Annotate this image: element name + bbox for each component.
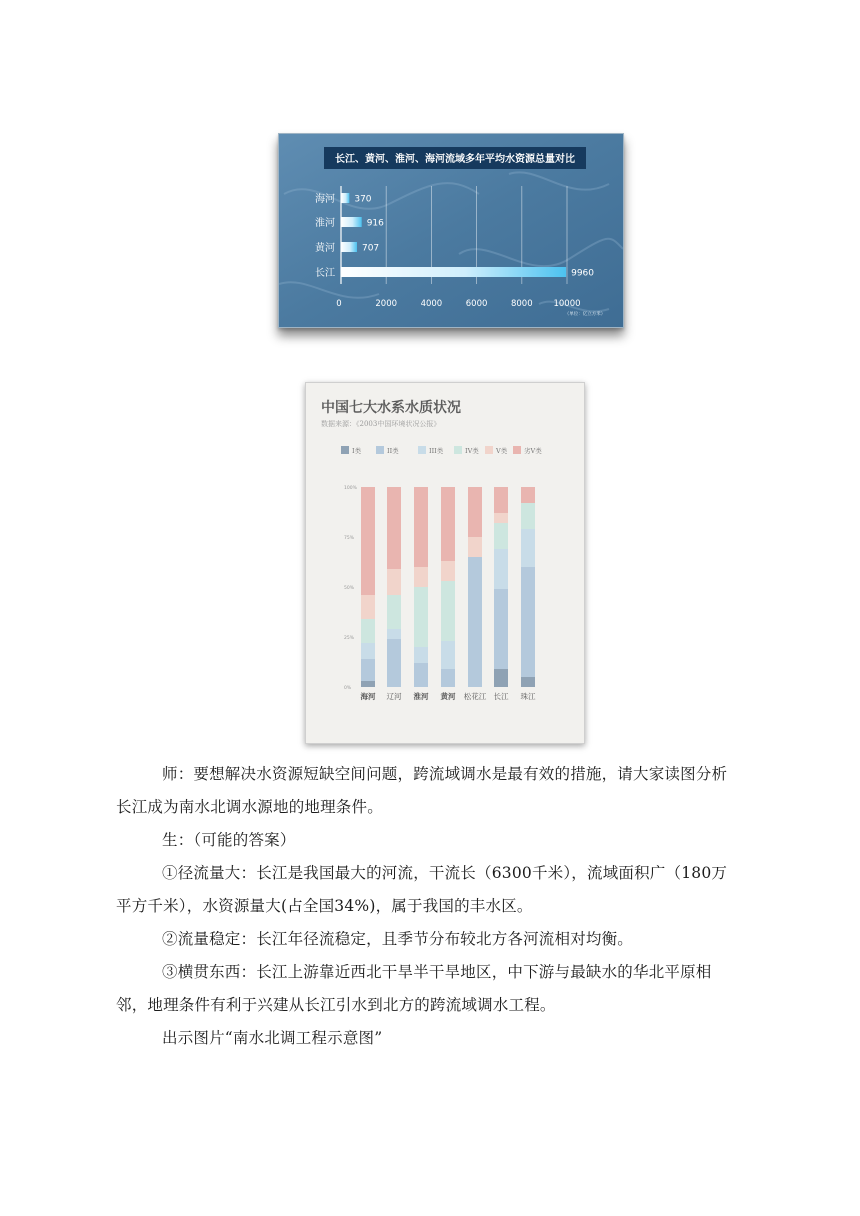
- bar-segment-黄河-IV类: [441, 581, 455, 641]
- bar-segment-长江-III类: [494, 549, 508, 589]
- legend-label: IV类: [465, 447, 479, 455]
- x-tick-label: 10000: [553, 299, 581, 309]
- category-label: 长江: [315, 268, 335, 279]
- legend-swatch: [418, 446, 426, 454]
- unit-note: （单位：亿立方米）: [564, 312, 606, 317]
- paragraph-point-runoff: ①径流量大：长江是我国最大的河流，干流长（6300千米），流域面积广（180万平方千米），水资源量大(占全国34%)，属于我国的丰水区。: [116, 864, 728, 915]
- category-label: 辽河: [386, 692, 402, 701]
- value-label: 916: [366, 218, 384, 229]
- category-label: 淮河: [315, 218, 335, 229]
- bar-淮河: [341, 217, 362, 227]
- bar-segment-淮河-V类: [414, 567, 428, 587]
- x-tick-label: 2000: [375, 299, 398, 309]
- y-tick-label: 75%: [344, 536, 355, 541]
- legend-label: II类: [387, 447, 399, 455]
- bar-segment-海河-劣V类: [361, 487, 375, 595]
- bar-segment-黄河-劣V类: [441, 487, 455, 561]
- water-resources-chart: [278, 133, 624, 328]
- x-tick-label: 0: [336, 299, 342, 309]
- bar-segment-海河-IV类: [361, 619, 375, 643]
- bar-segment-松花江-V类: [468, 537, 482, 557]
- chart-title: 中国七大水系水质状况: [321, 400, 461, 416]
- legend-swatch: [341, 446, 349, 454]
- y-tick-label: 50%: [344, 586, 355, 591]
- paragraph-student-intro: 生：（可能的答案）: [162, 831, 296, 849]
- paragraph-point-stable-flow: ②流量稳定：长江年径流稳定，且季节分布较北方各河流相对均衡。: [162, 930, 634, 948]
- bar-segment-淮河-IV类: [414, 587, 428, 647]
- bar-segment-松花江-II类: [468, 557, 482, 687]
- category-label: 黄河: [440, 692, 456, 701]
- paragraph-teacher-question: 师：要想解决水资源短缺空间问题，跨流域调水是最有效的措施，请大家读图分析长江成为南水北调水源地的地理条件。: [116, 765, 728, 816]
- y-tick-label: 25%: [344, 636, 355, 641]
- bar-segment-辽河-II类: [387, 639, 401, 687]
- bar-segment-长江-II类: [494, 589, 508, 669]
- bar-segment-辽河-劣V类: [387, 487, 401, 569]
- bar-海河: [341, 193, 349, 203]
- bar-segment-珠江-IV类: [521, 503, 535, 529]
- value-label: 9960: [571, 268, 595, 279]
- bar-segment-珠江-III类: [521, 529, 535, 567]
- category-label: 长江: [493, 692, 509, 701]
- bar-segment-珠江-II类: [521, 567, 535, 677]
- category-label: 淮河: [413, 692, 429, 701]
- bar-segment-长江-I类: [494, 669, 508, 687]
- bar-segment-黄河-III类: [441, 641, 455, 669]
- category-label: 松花江: [463, 692, 487, 701]
- category-label: 珠江: [520, 692, 536, 701]
- x-tick-label: 6000: [465, 299, 488, 309]
- chart-subtitle: 数据来源：《2003中国环境状况公报》: [321, 420, 441, 428]
- category-label: 海河: [315, 194, 335, 205]
- bar-长江: [341, 267, 566, 277]
- bar-segment-海河-III类: [361, 643, 375, 659]
- legend-swatch: [454, 446, 462, 454]
- y-tick-label: 100%: [344, 486, 357, 491]
- legend-swatch: [513, 446, 521, 454]
- bar-segment-海河-I类: [361, 681, 375, 687]
- bar-segment-淮河-II类: [414, 663, 428, 687]
- paragraph-show-image: 出示图片“南水北调工程示意图”: [162, 1029, 383, 1047]
- water-quality-chart: [305, 382, 585, 744]
- value-label: 370: [354, 194, 372, 205]
- bar-segment-辽河-V类: [387, 569, 401, 595]
- bar-segment-淮河-劣V类: [414, 487, 428, 567]
- category-label: 海河: [360, 692, 376, 701]
- bar-黄河: [341, 242, 357, 252]
- legend-swatch: [376, 446, 384, 454]
- bar-segment-松花江-劣V类: [468, 487, 482, 537]
- legend-label: 劣V类: [524, 447, 542, 455]
- bar-segment-珠江-I类: [521, 677, 535, 687]
- paragraph-point-east-west: ③横贯东西：长江上游靠近西北干旱半干旱地区，中下游与最缺水的华北平原相邻，地理条件有利于兴建从长江引水到北方的跨流域调水工程。: [116, 963, 712, 1014]
- bar-segment-黄河-II类: [441, 669, 455, 687]
- chart-title: 长江、黄河、淮河、海河流域多年平均水资源总量对比: [335, 154, 575, 165]
- bar-segment-珠江-劣V类: [521, 487, 535, 503]
- bar-segment-辽河-III类: [387, 629, 401, 639]
- legend-label: III类: [429, 447, 444, 455]
- value-label: 707: [361, 243, 380, 254]
- bar-segment-海河-V类: [361, 595, 375, 619]
- bar-segment-长江-V类: [494, 513, 508, 523]
- bar-segment-黄河-V类: [441, 561, 455, 581]
- legend-label: I类: [352, 447, 362, 455]
- bar-segment-海河-II类: [361, 659, 375, 681]
- category-label: 黄河: [315, 243, 335, 254]
- water-resources-chart-svg: [279, 134, 623, 327]
- bar-segment-淮河-III类: [414, 647, 428, 663]
- bar-segment-长江-IV类: [494, 523, 508, 549]
- y-tick-label: 0%: [344, 686, 352, 691]
- bar-segment-长江-劣V类: [494, 487, 508, 513]
- bar-segment-辽河-IV类: [387, 595, 401, 629]
- water-quality-chart-svg: [306, 383, 584, 743]
- legend-swatch: [485, 446, 493, 454]
- x-tick-label: 8000: [510, 299, 533, 309]
- x-tick-label: 4000: [420, 299, 443, 309]
- legend-label: V类: [496, 447, 508, 455]
